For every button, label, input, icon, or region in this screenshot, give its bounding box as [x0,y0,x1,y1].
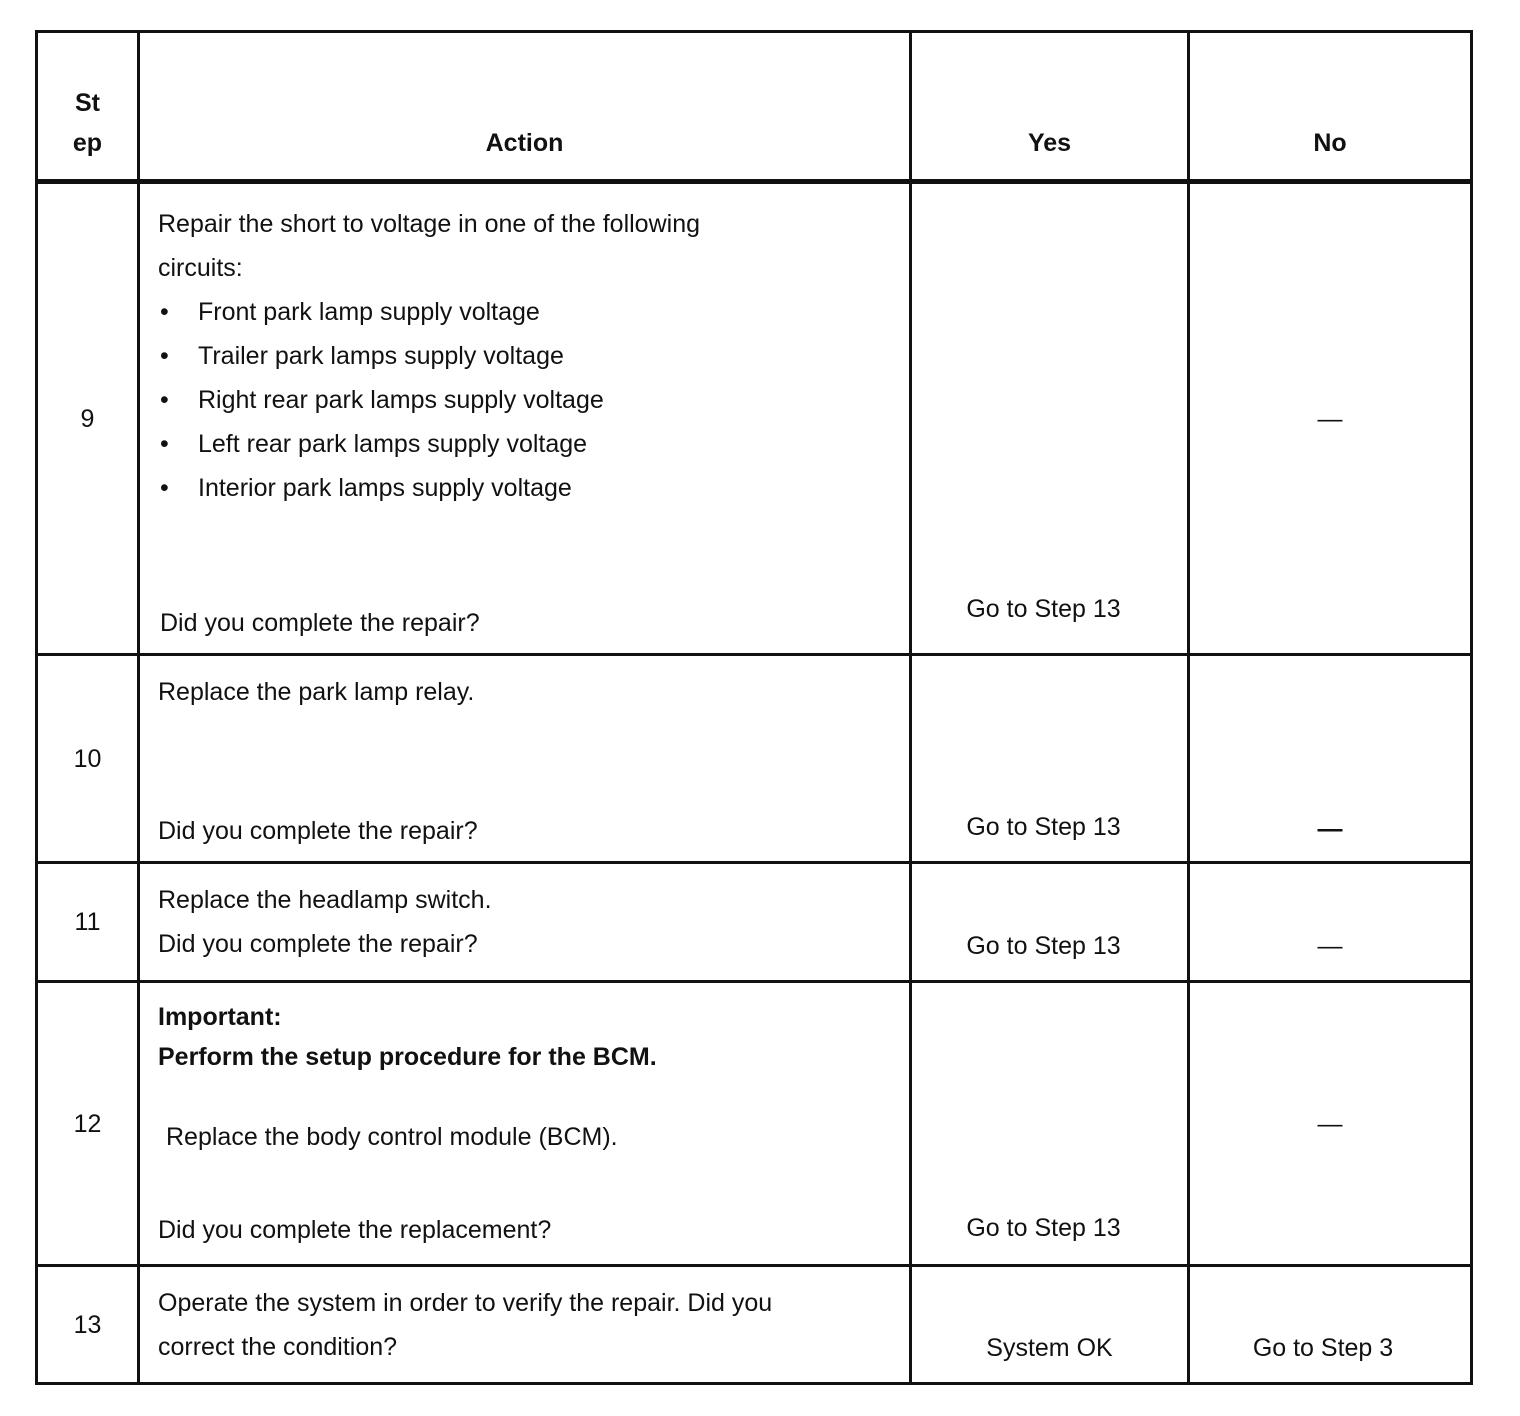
yes-cell [911,982,1189,1266]
action-question: Did you complete the replacement? [158,1216,552,1244]
no-cell [1189,655,1472,863]
step-number: 9 [37,182,139,655]
action-cell [139,982,911,1266]
no-result: — [1317,815,1343,843]
bullet-icon: • [160,474,169,502]
table-row [37,1266,1472,1384]
table-row [37,655,1472,863]
important-label: Important: [158,1003,282,1031]
spacer [158,1077,891,1117]
yes-cell [911,655,1189,863]
bullet-icon: • [160,342,169,370]
header-step-line2: ep [72,129,103,157]
action-instruction: Replace the headlamp switch. [158,886,492,914]
bullet-icon: • [160,298,169,326]
action-intro-line2: circuits: [158,254,243,282]
yes-result: Go to Step 13 [966,595,1121,623]
list-item [158,422,891,466]
diagnostic-table [35,30,1473,1385]
header-row [37,32,1472,182]
no-cell [1189,1266,1472,1384]
yes-cell [911,1266,1189,1384]
action-cell [139,863,911,982]
header-action: Action [139,32,911,182]
step-number: 13 [37,1266,139,1384]
action-question: Did you complete the repair? [160,609,480,637]
no-result: — [1317,1109,1343,1138]
action-instruction-line1: Operate the system in order to verify the repair. Did you [158,1289,773,1317]
action-question: Did you complete the repair? [158,817,478,845]
yes-cell [911,863,1189,982]
no-result: Go to Step 3 [1252,1334,1394,1362]
header-step-line1: St [75,89,100,117]
yes-cell [911,182,1189,655]
table-row [37,182,1472,655]
list-item [158,334,891,378]
no-result: — [1317,932,1343,960]
action-intro-line1: Repair the short to voltage in one of the following [158,210,701,238]
action-cell [139,655,911,863]
no-result: — [1317,404,1343,433]
list-item [158,378,891,422]
yes-result: Go to Step 13 [966,1214,1121,1242]
action-question: Did you complete the repair? [158,930,478,958]
action-instruction: Replace the body control module (BCM). [166,1123,618,1151]
table-row [37,982,1472,1266]
list-item-text: Trailer park lamps supply voltage [198,342,564,370]
bullet-icon: • [160,386,169,414]
yes-result: Go to Step 13 [966,813,1121,841]
action-instruction: Replace the park lamp relay. [158,678,475,706]
list-item-text: Interior park lamps supply voltage [198,474,572,502]
list-item-text: Left rear park lamps supply voltage [198,430,588,458]
step-number: 12 [37,982,139,1266]
yes-result: Go to Step 13 [966,932,1121,960]
header-no: No [1189,32,1472,182]
bullet-icon: • [160,430,169,458]
circuit-list [158,290,891,510]
list-item-text: Right rear park lamps supply voltage [198,386,604,414]
action-instruction-line2: correct the condition? [158,1333,398,1361]
no-cell [1189,182,1472,655]
important-text: Perform the setup procedure for the BCM. [158,1043,657,1071]
header-yes: Yes [911,32,1189,182]
table-row [37,863,1472,982]
step-number: 11 [37,863,139,982]
no-cell [1189,982,1472,1266]
no-cell [1189,863,1472,982]
action-cell [139,182,911,655]
header-step [37,32,139,182]
list-item [158,466,891,510]
yes-result: System OK [986,1334,1113,1362]
step-number: 10 [37,655,139,863]
list-item [158,290,891,334]
list-item-text: Front park lamp supply voltage [198,298,540,326]
action-cell [139,1266,911,1384]
